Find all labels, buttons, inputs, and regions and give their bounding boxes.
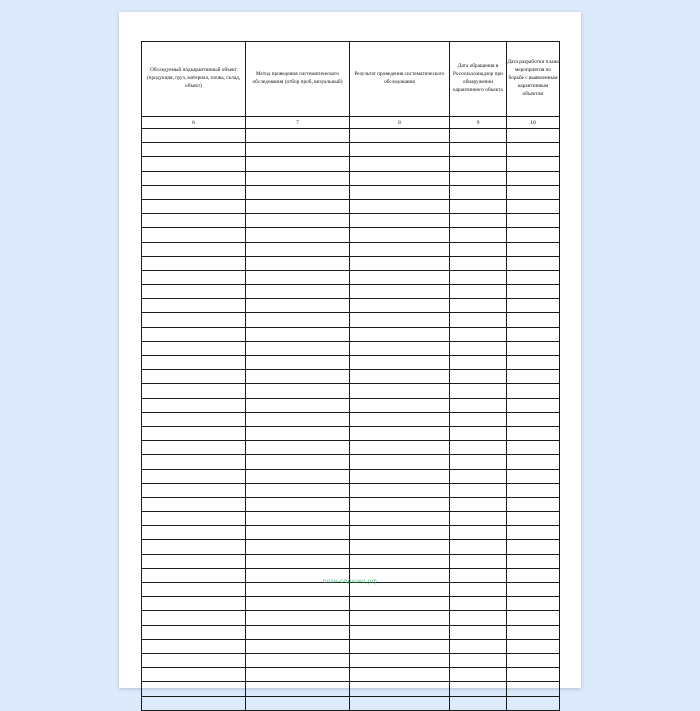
table-cell[interactable] bbox=[246, 398, 350, 412]
table-cell[interactable] bbox=[507, 356, 560, 370]
table-row[interactable] bbox=[142, 611, 560, 625]
table-row[interactable] bbox=[142, 356, 560, 370]
table-cell[interactable] bbox=[507, 129, 560, 143]
table-cell[interactable] bbox=[142, 228, 246, 242]
table-cell[interactable] bbox=[142, 270, 246, 284]
table-cell[interactable] bbox=[350, 199, 450, 213]
table-cell[interactable] bbox=[142, 285, 246, 299]
table-row[interactable] bbox=[142, 327, 560, 341]
table-row[interactable] bbox=[142, 583, 560, 597]
column-header-object: Обследуемый подкарантинный объект (продукция, груз, материал, почва, склад, объект) bbox=[142, 42, 246, 117]
table-cell[interactable] bbox=[246, 341, 350, 355]
table-cell[interactable] bbox=[142, 469, 246, 483]
table-cell[interactable] bbox=[350, 583, 450, 597]
table-cell[interactable] bbox=[142, 356, 246, 370]
table-cell[interactable] bbox=[246, 327, 350, 341]
table-cell[interactable] bbox=[450, 554, 507, 568]
table-row[interactable] bbox=[142, 370, 560, 384]
table-cell[interactable] bbox=[246, 242, 350, 256]
table-row[interactable] bbox=[142, 455, 560, 469]
table-cell[interactable] bbox=[350, 455, 450, 469]
table-cell[interactable] bbox=[246, 285, 350, 299]
table-cell[interactable] bbox=[350, 256, 450, 270]
table-cell[interactable] bbox=[507, 313, 560, 327]
table-cell[interactable] bbox=[350, 341, 450, 355]
table-row[interactable] bbox=[142, 285, 560, 299]
table-cell[interactable] bbox=[350, 526, 450, 540]
table-cell[interactable] bbox=[246, 526, 350, 540]
table-cell[interactable] bbox=[350, 512, 450, 526]
table-cell[interactable] bbox=[350, 497, 450, 511]
table-cell[interactable] bbox=[142, 682, 246, 696]
table-cell[interactable] bbox=[142, 441, 246, 455]
table-cell[interactable] bbox=[350, 185, 450, 199]
table-cell[interactable] bbox=[450, 639, 507, 653]
column-number-7: 7 bbox=[246, 117, 350, 129]
table-cell[interactable] bbox=[450, 483, 507, 497]
table-cell[interactable] bbox=[507, 185, 560, 199]
table-row[interactable] bbox=[142, 469, 560, 483]
table-cell[interactable] bbox=[350, 214, 450, 228]
table-row[interactable] bbox=[142, 483, 560, 497]
table-cell[interactable] bbox=[246, 682, 350, 696]
table-cell[interactable] bbox=[142, 129, 246, 143]
table-cell[interactable] bbox=[450, 171, 507, 185]
table-cell[interactable] bbox=[507, 597, 560, 611]
table-cell[interactable] bbox=[246, 256, 350, 270]
table-cell[interactable] bbox=[350, 554, 450, 568]
table-cell[interactable] bbox=[350, 696, 450, 710]
table-cell[interactable] bbox=[246, 157, 350, 171]
column-header-result: Результат проведения систематического обследования bbox=[350, 42, 450, 117]
inspection-log-table bbox=[141, 41, 560, 711]
table-cell[interactable] bbox=[450, 185, 507, 199]
table-cell[interactable] bbox=[246, 668, 350, 682]
table-cell[interactable] bbox=[142, 341, 246, 355]
table-cell[interactable] bbox=[450, 469, 507, 483]
table-cell[interactable] bbox=[507, 327, 560, 341]
table-cell[interactable] bbox=[142, 526, 246, 540]
table-cell[interactable] bbox=[246, 143, 350, 157]
table-cell[interactable] bbox=[350, 299, 450, 313]
table-cell[interactable] bbox=[450, 682, 507, 696]
table-cell[interactable] bbox=[507, 384, 560, 398]
table-cell[interactable] bbox=[507, 299, 560, 313]
table-row[interactable] bbox=[142, 398, 560, 412]
table-cell[interactable] bbox=[507, 214, 560, 228]
table-cell[interactable] bbox=[246, 171, 350, 185]
table-cell[interactable] bbox=[350, 568, 450, 582]
table-cell[interactable] bbox=[142, 568, 246, 582]
table-cell[interactable] bbox=[142, 512, 246, 526]
table-cell[interactable] bbox=[507, 469, 560, 483]
table-cell[interactable] bbox=[142, 597, 246, 611]
table-row[interactable] bbox=[142, 185, 560, 199]
table-cell[interactable] bbox=[450, 398, 507, 412]
table-cell[interactable] bbox=[450, 441, 507, 455]
table-cell[interactable] bbox=[350, 611, 450, 625]
table-cell[interactable] bbox=[350, 242, 450, 256]
table-cell[interactable] bbox=[507, 157, 560, 171]
table-cell[interactable] bbox=[142, 299, 246, 313]
table-cell[interactable] bbox=[246, 426, 350, 440]
table-cell[interactable] bbox=[246, 512, 350, 526]
table-row[interactable] bbox=[142, 597, 560, 611]
table-row[interactable] bbox=[142, 270, 560, 284]
table-row[interactable] bbox=[142, 157, 560, 171]
column-number-row bbox=[142, 117, 560, 129]
table-row[interactable] bbox=[142, 129, 560, 143]
table-cell[interactable] bbox=[507, 483, 560, 497]
table-row[interactable] bbox=[142, 299, 560, 313]
table-row[interactable] bbox=[142, 625, 560, 639]
table-cell[interactable] bbox=[507, 512, 560, 526]
table-cell[interactable] bbox=[142, 653, 246, 667]
table-cell[interactable] bbox=[450, 285, 507, 299]
table-cell[interactable] bbox=[450, 568, 507, 582]
table-cell[interactable] bbox=[246, 653, 350, 667]
table-cell[interactable] bbox=[450, 611, 507, 625]
table-row[interactable] bbox=[142, 341, 560, 355]
table-cell[interactable] bbox=[246, 412, 350, 426]
table-cell[interactable] bbox=[142, 313, 246, 327]
table-cell[interactable] bbox=[450, 313, 507, 327]
table-cell[interactable] bbox=[350, 285, 450, 299]
table-cell[interactable] bbox=[450, 412, 507, 426]
table-cell[interactable] bbox=[507, 341, 560, 355]
table-cell[interactable] bbox=[450, 497, 507, 511]
table-cell[interactable] bbox=[246, 356, 350, 370]
table-row[interactable] bbox=[142, 497, 560, 511]
table-cell[interactable] bbox=[246, 384, 350, 398]
table-cell[interactable] bbox=[246, 554, 350, 568]
table-row[interactable] bbox=[142, 412, 560, 426]
watermark-text: блан-образец.рф bbox=[322, 579, 378, 585]
table-cell[interactable] bbox=[246, 199, 350, 213]
table-cell[interactable] bbox=[450, 455, 507, 469]
table-cell[interactable] bbox=[142, 185, 246, 199]
table-cell[interactable] bbox=[507, 583, 560, 597]
table-cell[interactable] bbox=[350, 483, 450, 497]
table-cell[interactable] bbox=[507, 370, 560, 384]
table-cell[interactable] bbox=[507, 242, 560, 256]
table-row[interactable] bbox=[142, 384, 560, 398]
table-cell[interactable] bbox=[350, 398, 450, 412]
table-cell[interactable] bbox=[246, 441, 350, 455]
table-cell[interactable] bbox=[350, 270, 450, 284]
table-row[interactable] bbox=[142, 171, 560, 185]
table-cell[interactable] bbox=[246, 455, 350, 469]
table-cell[interactable] bbox=[350, 384, 450, 398]
table-cell[interactable] bbox=[450, 426, 507, 440]
table-cell[interactable] bbox=[450, 597, 507, 611]
table-cell[interactable] bbox=[350, 412, 450, 426]
table-cell[interactable] bbox=[142, 554, 246, 568]
table-cell[interactable] bbox=[507, 611, 560, 625]
table-body bbox=[142, 129, 560, 711]
table-row[interactable] bbox=[142, 568, 560, 582]
table-cell[interactable] bbox=[246, 611, 350, 625]
table-cell[interactable] bbox=[350, 228, 450, 242]
table-cell[interactable] bbox=[246, 228, 350, 242]
table-cell[interactable] bbox=[350, 143, 450, 157]
table-cell[interactable] bbox=[507, 256, 560, 270]
table-cell[interactable] bbox=[350, 441, 450, 455]
table-cell[interactable] bbox=[450, 370, 507, 384]
table-cell[interactable] bbox=[450, 242, 507, 256]
table-row[interactable] bbox=[142, 668, 560, 682]
table-cell[interactable] bbox=[246, 568, 350, 582]
table-cell[interactable] bbox=[507, 497, 560, 511]
table-cell[interactable] bbox=[450, 668, 507, 682]
table-row[interactable] bbox=[142, 228, 560, 242]
table-cell[interactable] bbox=[350, 370, 450, 384]
table-row[interactable] bbox=[142, 540, 560, 554]
table-cell[interactable] bbox=[350, 668, 450, 682]
table-row[interactable] bbox=[142, 426, 560, 440]
table-cell[interactable] bbox=[142, 327, 246, 341]
table-cell[interactable] bbox=[507, 568, 560, 582]
table-cell[interactable] bbox=[246, 583, 350, 597]
table-row[interactable] bbox=[142, 639, 560, 653]
header-row bbox=[142, 42, 560, 117]
table-cell[interactable] bbox=[350, 653, 450, 667]
table-cell[interactable] bbox=[450, 526, 507, 540]
table-cell[interactable] bbox=[246, 313, 350, 327]
table-cell[interactable] bbox=[142, 370, 246, 384]
table-cell[interactable] bbox=[142, 668, 246, 682]
table-row[interactable] bbox=[142, 696, 560, 710]
table-row[interactable] bbox=[142, 441, 560, 455]
table-cell[interactable] bbox=[142, 214, 246, 228]
column-number-9: 9 bbox=[450, 117, 507, 129]
table-cell[interactable] bbox=[246, 625, 350, 639]
table-cell[interactable] bbox=[450, 625, 507, 639]
column-header-method: Метод проведения систематического обследования (отбор проб, визуальный) bbox=[246, 42, 350, 117]
table-cell[interactable] bbox=[450, 129, 507, 143]
table-cell[interactable] bbox=[142, 540, 246, 554]
table-cell[interactable] bbox=[142, 256, 246, 270]
table-cell[interactable] bbox=[142, 483, 246, 497]
table-cell[interactable] bbox=[350, 625, 450, 639]
table-row[interactable] bbox=[142, 526, 560, 540]
table-row[interactable] bbox=[142, 256, 560, 270]
table-row[interactable] bbox=[142, 313, 560, 327]
table-cell[interactable] bbox=[142, 625, 246, 639]
table-row[interactable] bbox=[142, 682, 560, 696]
table-cell[interactable] bbox=[450, 696, 507, 710]
table-cell[interactable] bbox=[507, 540, 560, 554]
table-cell[interactable] bbox=[350, 157, 450, 171]
table-cell[interactable] bbox=[142, 143, 246, 157]
table-cell[interactable] bbox=[246, 540, 350, 554]
table-cell[interactable] bbox=[142, 412, 246, 426]
table-cell[interactable] bbox=[350, 682, 450, 696]
table-row[interactable] bbox=[142, 242, 560, 256]
table-row[interactable] bbox=[142, 653, 560, 667]
table-cell[interactable] bbox=[450, 540, 507, 554]
table-cell[interactable] bbox=[142, 384, 246, 398]
table-cell[interactable] bbox=[450, 228, 507, 242]
table-cell[interactable] bbox=[142, 611, 246, 625]
table-cell[interactable] bbox=[507, 270, 560, 284]
table-cell[interactable] bbox=[507, 398, 560, 412]
table-cell[interactable] bbox=[246, 185, 350, 199]
table-cell[interactable] bbox=[246, 483, 350, 497]
table-cell[interactable] bbox=[142, 242, 246, 256]
table-cell[interactable] bbox=[507, 639, 560, 653]
table-cell[interactable] bbox=[246, 597, 350, 611]
table-row[interactable] bbox=[142, 512, 560, 526]
table-cell[interactable] bbox=[350, 129, 450, 143]
table-cell[interactable] bbox=[507, 285, 560, 299]
table-cell[interactable] bbox=[450, 270, 507, 284]
table-cell[interactable] bbox=[142, 583, 246, 597]
column-header-plan-date: Дата разработки плана мероприятия по борьбе с выявленным карантинным объектом bbox=[507, 42, 560, 117]
column-number-10: 10 bbox=[507, 117, 560, 129]
table-cell[interactable] bbox=[246, 299, 350, 313]
table-row[interactable] bbox=[142, 199, 560, 213]
table-cell[interactable] bbox=[142, 696, 246, 710]
table-cell[interactable] bbox=[142, 157, 246, 171]
table-cell[interactable] bbox=[350, 469, 450, 483]
table-cell[interactable] bbox=[450, 512, 507, 526]
table-cell[interactable] bbox=[246, 639, 350, 653]
table-cell[interactable] bbox=[246, 469, 350, 483]
table-cell[interactable] bbox=[507, 412, 560, 426]
table-row[interactable] bbox=[142, 214, 560, 228]
table-cell[interactable] bbox=[246, 129, 350, 143]
table-cell[interactable] bbox=[507, 426, 560, 440]
table-cell[interactable] bbox=[246, 214, 350, 228]
document-page bbox=[119, 12, 581, 688]
table-cell[interactable] bbox=[507, 228, 560, 242]
table-cell[interactable] bbox=[142, 639, 246, 653]
table-cell[interactable] bbox=[507, 171, 560, 185]
table-cell[interactable] bbox=[507, 441, 560, 455]
table-cell[interactable] bbox=[450, 341, 507, 355]
table-cell[interactable] bbox=[450, 583, 507, 597]
column-number-6: 6 bbox=[142, 117, 246, 129]
table-cell[interactable] bbox=[350, 426, 450, 440]
table-cell[interactable] bbox=[246, 270, 350, 284]
table-cell[interactable] bbox=[507, 682, 560, 696]
table-cell[interactable] bbox=[507, 625, 560, 639]
table-cell[interactable] bbox=[450, 356, 507, 370]
table-cell[interactable] bbox=[142, 497, 246, 511]
table-header bbox=[142, 42, 560, 129]
table-cell[interactable] bbox=[507, 554, 560, 568]
table-cell[interactable] bbox=[450, 327, 507, 341]
table-cell[interactable] bbox=[350, 171, 450, 185]
table-cell[interactable] bbox=[450, 653, 507, 667]
table-cell[interactable] bbox=[450, 384, 507, 398]
table-cell[interactable] bbox=[142, 199, 246, 213]
table-cell[interactable] bbox=[507, 199, 560, 213]
table-cell[interactable] bbox=[350, 327, 450, 341]
table-row[interactable] bbox=[142, 554, 560, 568]
table-cell[interactable] bbox=[507, 143, 560, 157]
column-header-appeal-date: Дата обращения в Россельхознадзор при обнаружении карантинного объекта bbox=[450, 42, 507, 117]
table-cell[interactable] bbox=[450, 256, 507, 270]
table-cell[interactable] bbox=[450, 199, 507, 213]
table-cell[interactable] bbox=[450, 214, 507, 228]
table-cell[interactable] bbox=[507, 668, 560, 682]
table-cell[interactable] bbox=[350, 313, 450, 327]
table-cell[interactable] bbox=[350, 597, 450, 611]
column-number-8: 8 bbox=[350, 117, 450, 129]
table-cell[interactable] bbox=[507, 455, 560, 469]
table-cell[interactable] bbox=[246, 696, 350, 710]
table-cell[interactable] bbox=[142, 455, 246, 469]
table-cell[interactable] bbox=[142, 426, 246, 440]
table-cell[interactable] bbox=[142, 171, 246, 185]
table-cell[interactable] bbox=[142, 398, 246, 412]
table-cell[interactable] bbox=[350, 639, 450, 653]
table-cell[interactable] bbox=[450, 299, 507, 313]
table-row[interactable] bbox=[142, 143, 560, 157]
table-cell[interactable] bbox=[450, 157, 507, 171]
table-cell[interactable] bbox=[350, 540, 450, 554]
table-cell[interactable] bbox=[507, 696, 560, 710]
table-cell[interactable] bbox=[350, 356, 450, 370]
table-cell[interactable] bbox=[507, 653, 560, 667]
table-cell[interactable] bbox=[246, 370, 350, 384]
table-cell[interactable] bbox=[450, 143, 507, 157]
table-cell[interactable] bbox=[507, 526, 560, 540]
table-cell[interactable] bbox=[246, 497, 350, 511]
